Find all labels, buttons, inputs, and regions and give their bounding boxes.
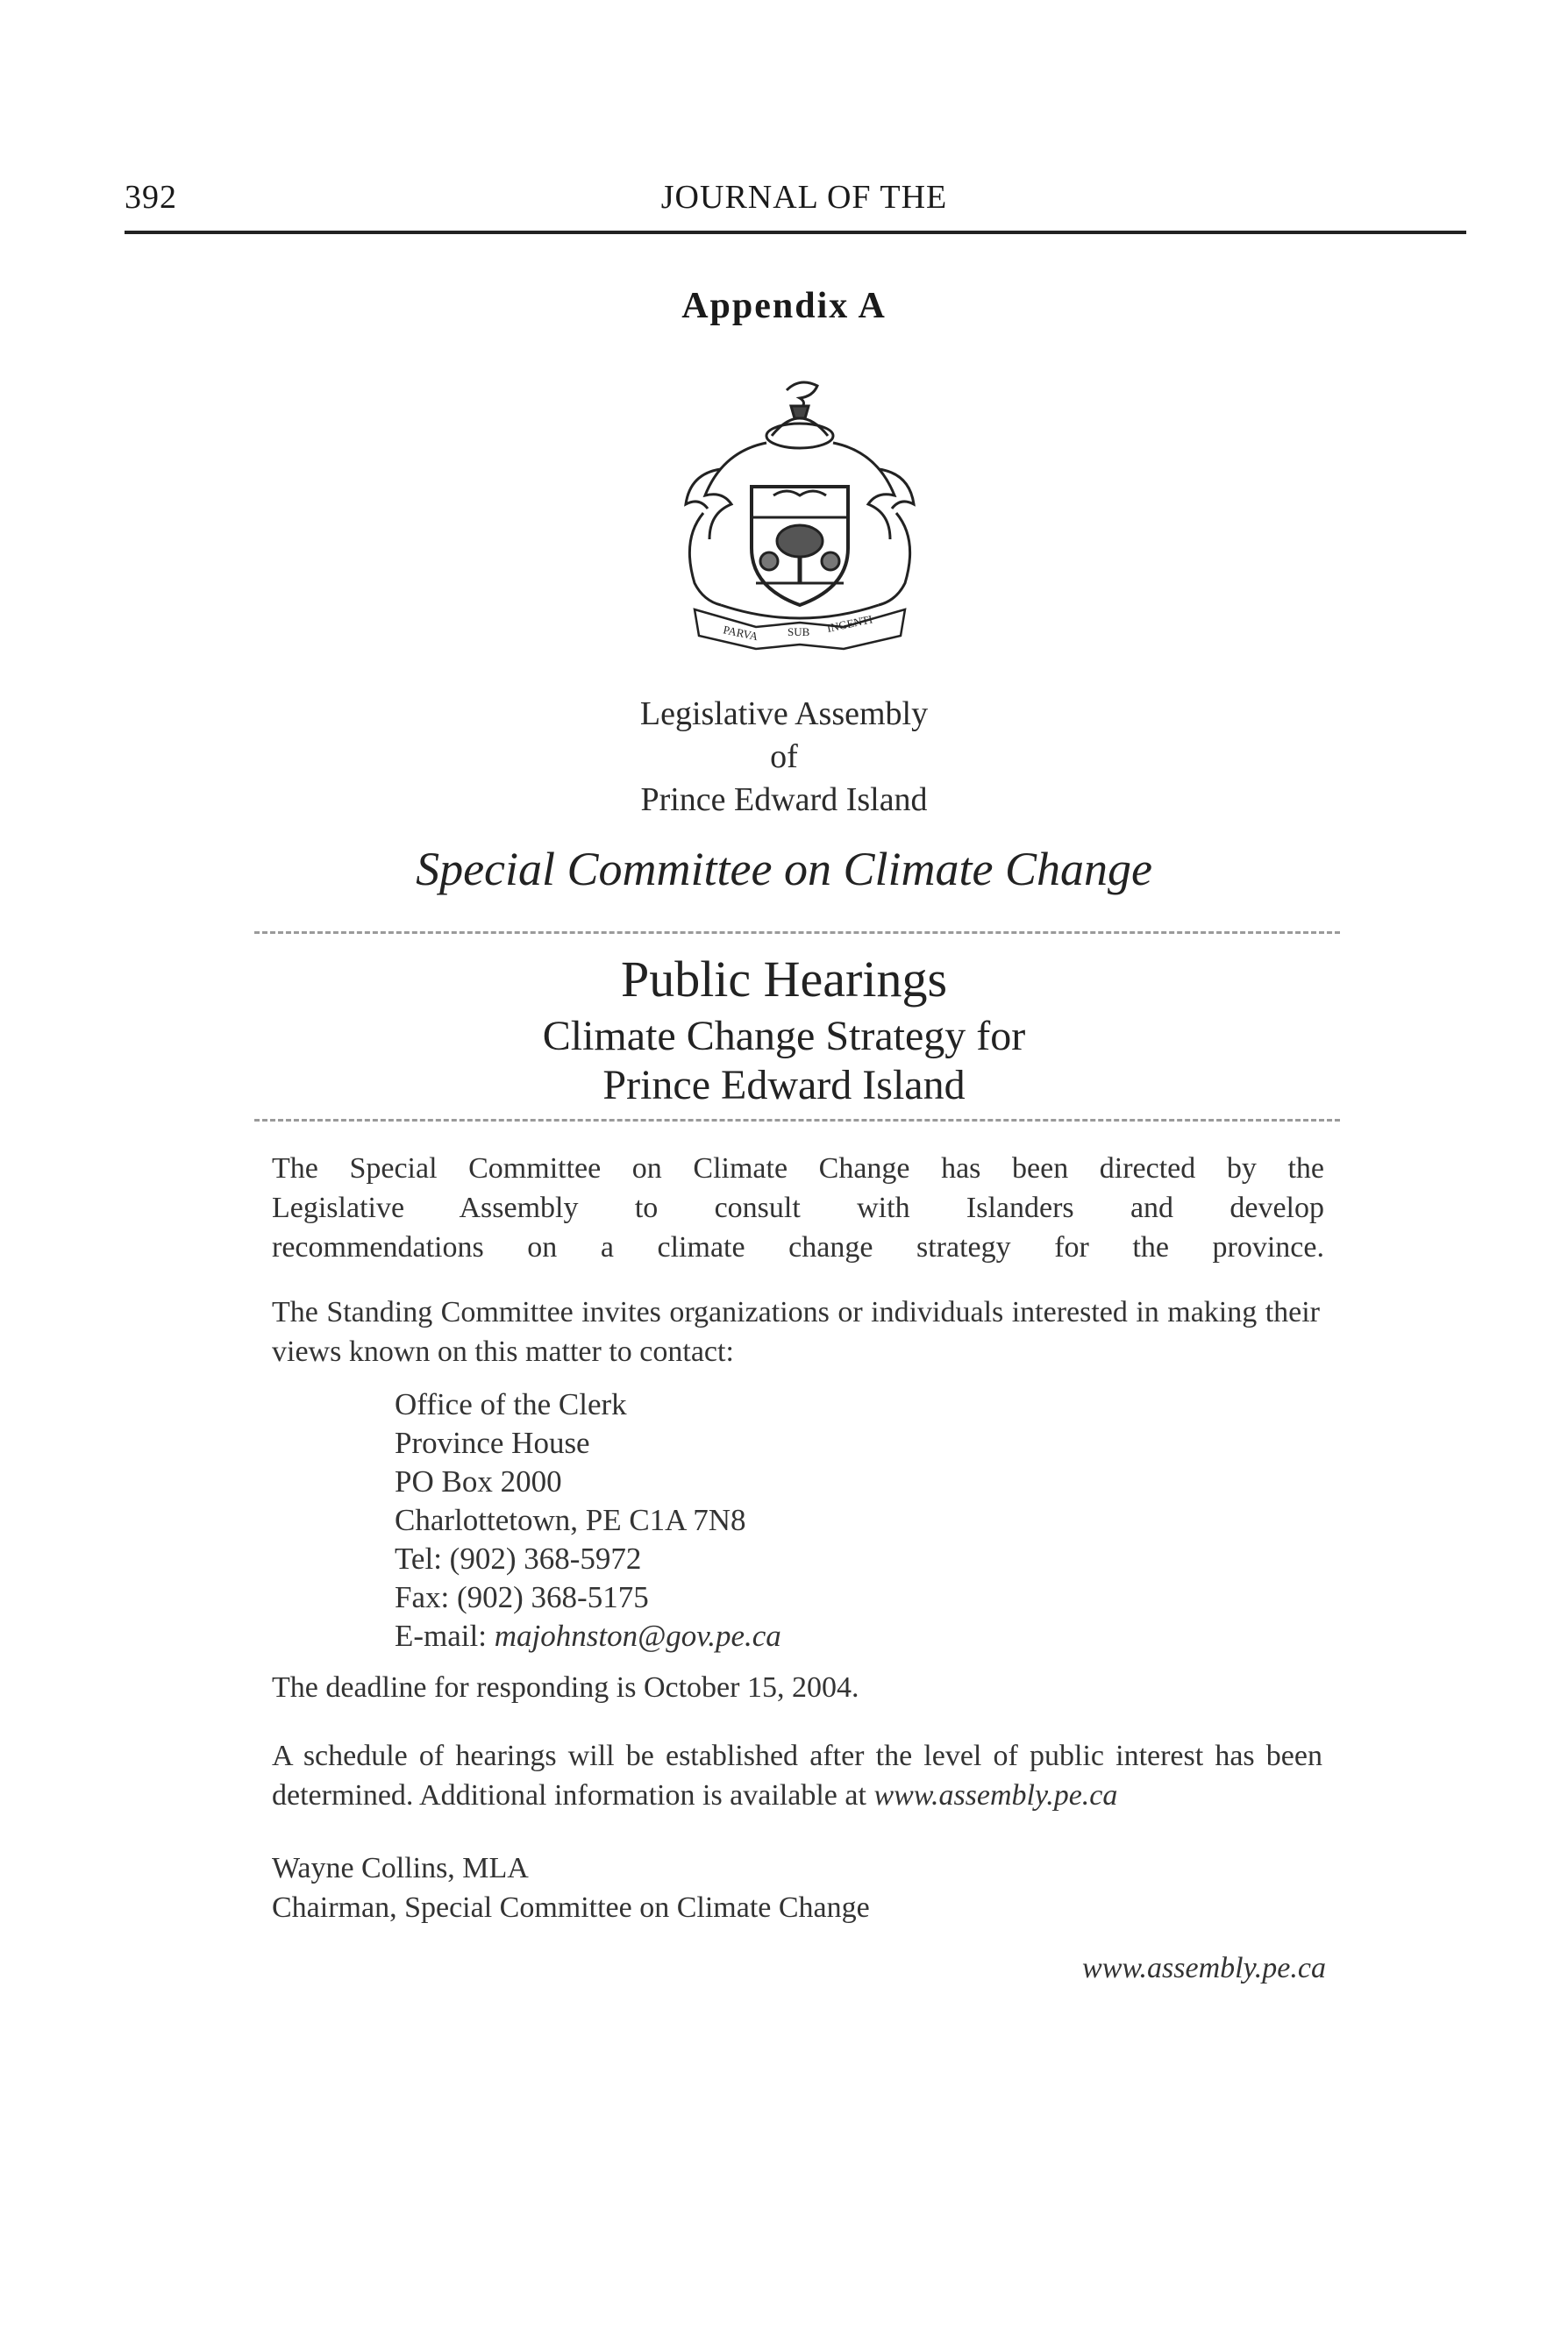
schedule-paragraph	[272, 1736, 1322, 1815]
address-po-box: PO Box 2000	[395, 1464, 562, 1499]
journal-title: JOURNAL OF THE	[660, 179, 948, 216]
hearings-heading	[0, 947, 1568, 1110]
address-email-row	[395, 1617, 781, 1656]
assembly-line-2: of	[770, 738, 798, 775]
address-tel: Tel: (902) 368-5972	[395, 1542, 642, 1576]
intro-paragraph	[272, 1149, 1324, 1267]
assembly-name	[0, 693, 1568, 822]
intro-line: The Special Committee on Climate Change has been directed by the	[272, 1152, 1324, 1185]
invitation-paragraph: The Standing Committee invites organizations or individuals interested in making their views known on this matter to contact:	[272, 1296, 1320, 1368]
address-building: Province House	[395, 1426, 590, 1460]
motto-right: INGENTI	[825, 612, 874, 635]
appendix-title: Appendix A	[681, 286, 887, 326]
running-header	[125, 178, 1466, 234]
address-city: Charlottetown, PE C1A 7N8	[395, 1503, 746, 1537]
motto-center: SUB	[788, 625, 810, 638]
schedule-text: A schedule of hearings will be established after the level of public interest has been determined. Additional information is available at	[272, 1740, 1322, 1812]
schedule-url-link[interactable]: www.assembly.pe.ca	[873, 1779, 1118, 1812]
hearings-title: Public Hearings	[620, 951, 948, 1008]
coat-of-arms-icon	[668, 373, 931, 662]
divider-bottom	[254, 1119, 1340, 1122]
motto-left: PARVA	[722, 623, 759, 644]
committee-title: Special Committee on Climate Change	[416, 843, 1152, 895]
signer-title: Chairman, Special Committee on Climate Change	[272, 1891, 870, 1924]
address-office: Office of the Clerk	[395, 1387, 627, 1421]
address-fax: Fax: (902) 368-5175	[395, 1580, 649, 1614]
hearings-subtitle-1: Climate Change Strategy for	[542, 1013, 1026, 1059]
email-label: E-mail:	[395, 1619, 495, 1653]
contact-address	[395, 1385, 781, 1656]
page-number: 392	[125, 179, 177, 216]
intro-line: recommendations on a climate change strategy for the province.	[272, 1231, 1324, 1264]
footer-url-link[interactable]: www.assembly.pe.ca	[1082, 1952, 1326, 1984]
divider-top	[254, 931, 1340, 934]
assembly-line-1: Legislative Assembly	[639, 695, 929, 732]
assembly-line-3: Prince Edward Island	[640, 781, 928, 818]
intro-line: Legislative Assembly to consult with Islanders and develop	[272, 1192, 1324, 1224]
hearings-subtitle-2: Prince Edward Island	[602, 1062, 966, 1108]
signature-block	[272, 1848, 1324, 1927]
email-link[interactable]: majohnston@gov.pe.ca	[494, 1619, 781, 1653]
deadline-paragraph: The deadline for responding is October 15, 2004.	[272, 1671, 859, 1704]
signer-name: Wayne Collins, MLA	[272, 1852, 529, 1884]
